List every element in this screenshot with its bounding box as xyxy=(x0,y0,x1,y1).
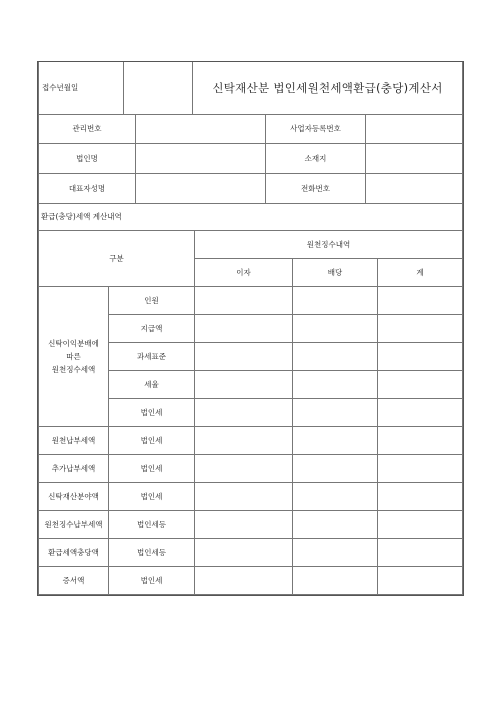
mgmt-no-field[interactable] xyxy=(136,114,266,143)
dividend-cell[interactable] xyxy=(293,398,378,426)
interest-cell[interactable] xyxy=(195,314,293,342)
interest-cell[interactable] xyxy=(195,510,293,538)
interest-cell[interactable] xyxy=(195,566,293,594)
group-label-line: 따른 xyxy=(66,351,81,361)
interest-cell[interactable] xyxy=(195,454,293,482)
mgmt-no-label: 관리번호 xyxy=(39,114,136,143)
interest-cell[interactable] xyxy=(195,370,293,398)
interest-cell[interactable] xyxy=(195,482,293,510)
dividend-cell[interactable] xyxy=(293,286,378,314)
row-label: 환급세액충당액 xyxy=(39,538,109,566)
location-label: 소재지 xyxy=(266,143,366,173)
form-title: 신탁재산분 법인세원천세액환급(충당)계산서 xyxy=(193,62,463,114)
row-label: 증서액 xyxy=(39,566,109,594)
total-cell[interactable] xyxy=(378,286,463,314)
rep-name-label: 대표자성명 xyxy=(39,173,136,203)
dividend-cell[interactable] xyxy=(293,370,378,398)
total-cell[interactable] xyxy=(378,510,463,538)
total-cell[interactable] xyxy=(378,566,463,594)
row-sub-label: 법인세등 xyxy=(109,510,195,538)
phone-field[interactable] xyxy=(366,173,463,203)
interest-cell[interactable] xyxy=(195,398,293,426)
dividend-cell[interactable] xyxy=(293,314,378,342)
total-cell[interactable] xyxy=(378,482,463,510)
interest-cell[interactable] xyxy=(195,286,293,314)
row-label: 신탁재산분야액 xyxy=(39,482,109,510)
dividend-cell[interactable] xyxy=(293,426,378,454)
interest-cell[interactable] xyxy=(195,426,293,454)
corp-name-label: 법인명 xyxy=(39,143,136,173)
phone-label: 전화번호 xyxy=(266,173,366,203)
total-cell[interactable] xyxy=(378,538,463,566)
col-header-dividend: 배당 xyxy=(293,258,378,286)
row-sub-label: 법인세 xyxy=(109,426,195,454)
group-label-line: 신탁이익분배에 xyxy=(48,338,99,348)
corp-name-field[interactable] xyxy=(136,143,266,173)
total-cell[interactable] xyxy=(378,426,463,454)
dividend-cell[interactable] xyxy=(293,454,378,482)
received-date-field[interactable] xyxy=(124,62,193,114)
item-label: 인원 xyxy=(109,286,195,314)
section-title: 환급(충당)세액 계산내역 xyxy=(39,203,463,230)
form-header xyxy=(38,62,463,115)
row-label: 원천징수납부세액 xyxy=(39,510,109,538)
row-sub-label: 법인세 xyxy=(109,566,195,594)
calc-table xyxy=(38,230,463,595)
dividend-cell[interactable] xyxy=(293,342,378,370)
col-header-interest: 이자 xyxy=(195,258,293,286)
total-cell[interactable] xyxy=(378,398,463,426)
biz-reg-no-label: 사업자등록번호 xyxy=(266,114,366,143)
interest-cell[interactable] xyxy=(195,342,293,370)
dividend-cell[interactable] xyxy=(293,538,378,566)
interest-cell[interactable] xyxy=(195,538,293,566)
group-label-line: 원천징수세액 xyxy=(51,364,96,374)
total-cell[interactable] xyxy=(378,342,463,370)
row-sub-label: 법인세 xyxy=(109,454,195,482)
refund-calculation-form xyxy=(37,61,464,596)
location-field[interactable] xyxy=(366,143,463,173)
row-label: 원천납부세액 xyxy=(39,426,109,454)
total-cell[interactable] xyxy=(378,370,463,398)
row-sub-label: 법인세 xyxy=(109,482,195,510)
biz-reg-no-field[interactable] xyxy=(366,114,463,143)
row-label: 추가납부세액 xyxy=(39,454,109,482)
item-label: 지급액 xyxy=(109,314,195,342)
total-cell[interactable] xyxy=(378,454,463,482)
category-header: 구분 xyxy=(39,230,195,286)
company-info-table xyxy=(38,114,463,231)
withholding-details-header: 원천징수내역 xyxy=(195,230,463,258)
rep-name-field[interactable] xyxy=(136,173,266,203)
dividend-cell[interactable] xyxy=(293,482,378,510)
dividend-cell[interactable] xyxy=(293,510,378,538)
received-date-label: 접수년월일 xyxy=(39,62,124,114)
col-header-total: 계 xyxy=(378,258,463,286)
group-label xyxy=(39,286,109,426)
item-label: 세율 xyxy=(109,370,195,398)
item-label: 법인세 xyxy=(109,398,195,426)
dividend-cell[interactable] xyxy=(293,566,378,594)
item-label: 과세표준 xyxy=(109,342,195,370)
total-cell[interactable] xyxy=(378,314,463,342)
row-sub-label: 법인세등 xyxy=(109,538,195,566)
